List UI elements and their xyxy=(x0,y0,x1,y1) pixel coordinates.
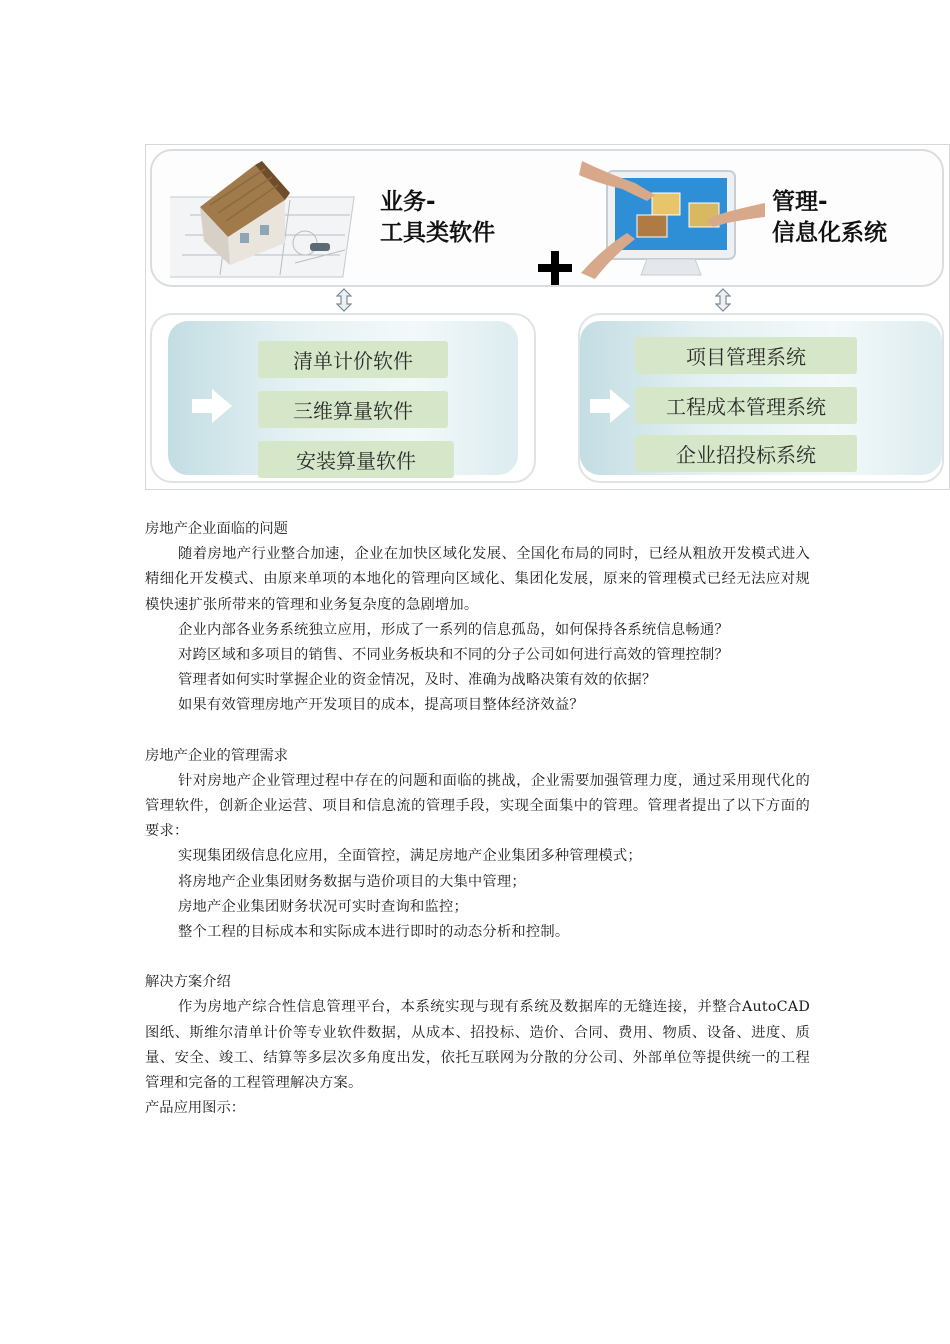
paragraph: 整个工程的目标成本和实际成本进行即时的动态分析和控制。 xyxy=(178,924,570,941)
right-updown-arrow-icon xyxy=(715,288,731,312)
solution-diagram xyxy=(145,144,950,490)
product-illustration-label: 产品应用图示： xyxy=(145,1100,246,1117)
business-tool-software-label: 业务- 工具类软件 xyxy=(380,189,495,246)
tool-software-panel xyxy=(150,313,536,483)
right-arrow-icon xyxy=(192,389,232,423)
management-system-box xyxy=(580,321,942,475)
paragraph: 将房地产企业集团财务数据与造价项目的大集中管理； xyxy=(178,873,526,890)
paragraph: 企业内部各业务系统独立应用，形成了一系列的信息孤岛，如何保持各系统信息畅通？ xyxy=(178,621,729,638)
paragraph: 对跨区域和多项目的销售、不同业务板块和不同的分子公司如何进行高效的管理控制？ xyxy=(178,647,729,664)
tool-software-box xyxy=(168,321,518,475)
paragraph: 管理者如何实时掌握企业的资金情况，及时、准确为战略决策有效的依据？ xyxy=(178,672,657,689)
paragraph: 如果有效管理房地产开发项目的成本，提高项目整体经济效益？ xyxy=(178,697,584,714)
install-takeoff-software-item: 安装算量软件 xyxy=(258,441,454,478)
right-arrow-icon xyxy=(590,389,630,423)
plus-icon xyxy=(534,247,576,289)
section-heading-requirements: 房地产企业的管理需求 xyxy=(145,747,288,764)
paragraph: 针对房地产企业管理过程中存在的问题和面临的挑战，企业需要加强管理力度，通过采用现代化的管理软件，创新企业运营、项目和信息流的管理手段，实现全面集中的管理。管理者提出了以下方面的要求： xyxy=(145,772,810,840)
document-body xyxy=(145,517,810,1121)
project-management-system-item: 项目管理系统 xyxy=(635,337,857,374)
touchscreen-monitor-illustration xyxy=(577,153,767,285)
section-heading-solution: 解决方案介绍 xyxy=(145,974,231,991)
paragraph: 随着房地产行业整合加速，企业在加快区域化发展、全国化布局的同时，已经从粗放开发模式进入精细化开发模式、由原来单项的本地化的管理向区域化、集团化发展，原来的管理模式已经无法应对规模快速扩张所带来的管理和业务复杂度的急剧增加。 xyxy=(145,546,810,613)
left-updown-arrow-icon xyxy=(336,288,352,312)
paragraph: 实现集团级信息化应用，全面管控，满足房地产企业集团多种管理模式； xyxy=(178,848,642,865)
management-info-system-label: 管理- 信息化系统 xyxy=(772,189,887,246)
paragraph: 房地产企业集团财务状况可实时查询和监控； xyxy=(178,898,468,915)
pricing-software-item: 清单计价软件 xyxy=(258,341,448,378)
bidding-system-item: 企业招投标系统 xyxy=(635,435,857,472)
house-blueprint-illustration xyxy=(170,155,370,283)
paragraph: 作为房地产综合性信息管理平台，本系统实现与现有系统及数据库的无缝连接，并整合AutoCAD图纸、斯维尔清单计价等专业软件数据，从成本、招投标、造价、合同、费用、物质、设备、进度、质量、安全、竣工、结算等多层次多角度出发，依托互联网为分散的分公司、外部单位等提供统一的工程管理和完备的工程管理解决方案。 xyxy=(145,999,810,1092)
cost-management-system-item: 工程成本管理系统 xyxy=(635,387,857,424)
section-spacer xyxy=(145,945,810,970)
section-heading-problems: 房地产企业面临的问题 xyxy=(145,521,288,537)
section-spacer xyxy=(145,719,810,744)
management-system-panel xyxy=(578,313,944,483)
3d-takeoff-software-item: 三维算量软件 xyxy=(258,391,448,428)
